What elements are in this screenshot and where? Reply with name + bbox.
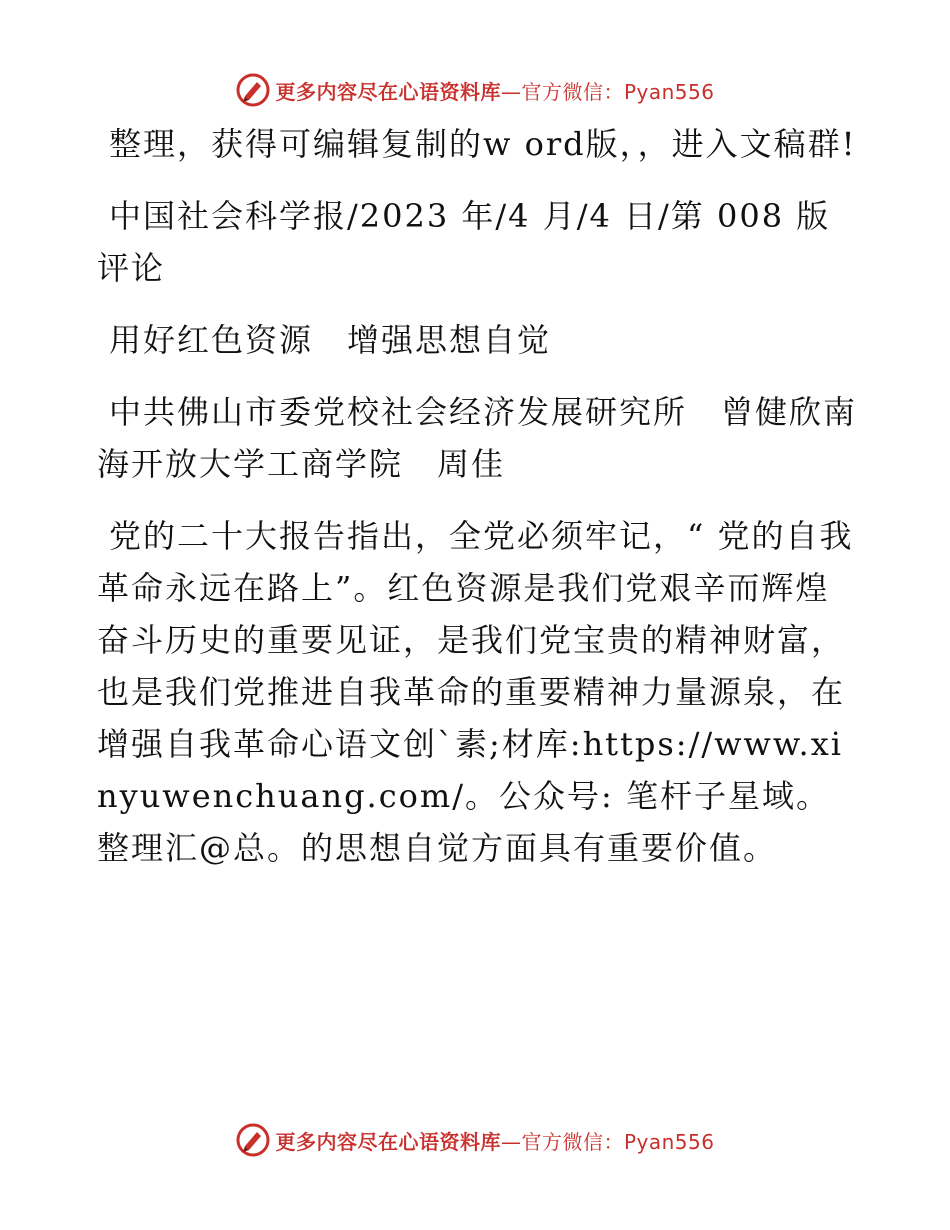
pen-logo-icon <box>235 1122 271 1158</box>
footer-banner <box>0 1120 950 1160</box>
source-line: 中国社会科学报/2023 年/4 月/4 日/第 008 版评论 <box>97 197 831 287</box>
banner-dash: — <box>500 1129 522 1154</box>
pen-logo-icon <box>235 72 271 108</box>
author-line: 中共佛山市委党校社会经济发展研究所 曾健欣南海开放大学工商学院 周佳 <box>97 393 858 483</box>
article-title: 用好红色资源 增强思想自觉 <box>109 321 552 359</box>
document-body <box>97 118 857 894</box>
banner-dash: — <box>500 79 522 104</box>
header-banner <box>0 70 950 110</box>
body-paragraph: 党的二十大报告指出，全党必须牢记，“ 党的自我革命永远在路上”。红色资源是我们党艰辛而辉煌奋斗历史的重要见证，是我们党宝贵的精神财富，也是我们党推进自我革命的重要精神力量源泉，在增强自我革命心语文创`素;材库:https://www.xinyuwenchuang.com/。公众号: 笔杆子星域。整理汇@总。的思想自觉方面具有重要价值。 <box>97 517 854 867</box>
banner-wechat: 官方微信：Pyan556 <box>521 1129 715 1154</box>
banner-wechat: 官方微信：Pyan556 <box>521 79 715 104</box>
banner-title: 更多内容尽在心语资料库 <box>275 1129 501 1154</box>
intro-paragraph: 整理，获得可编辑复制的w ord版，，进入文稿群! <box>109 125 857 163</box>
banner-title: 更多内容尽在心语资料库 <box>275 79 501 104</box>
